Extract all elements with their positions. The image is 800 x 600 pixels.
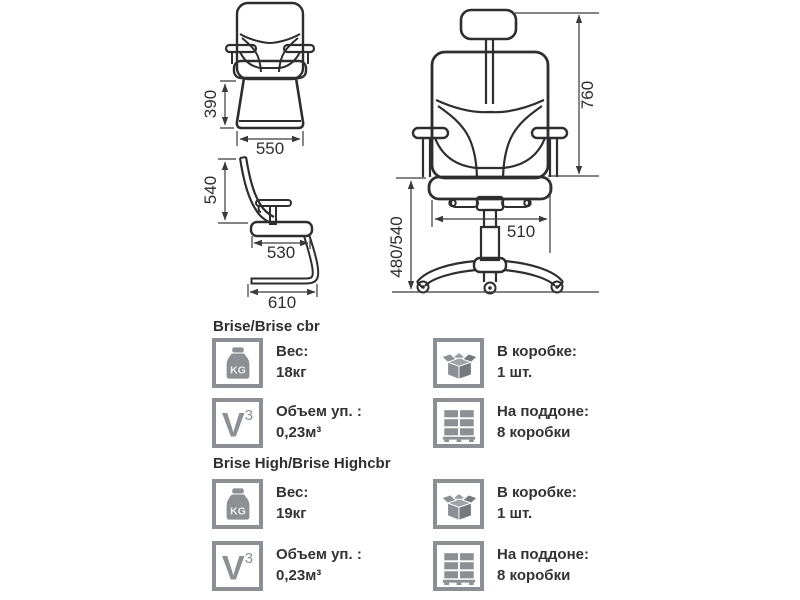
volume-icon	[212, 541, 263, 591]
dim-seat-width: 510	[506, 222, 536, 241]
box-icon	[433, 338, 484, 388]
dim-side-base-depth: 610	[267, 293, 297, 312]
dim-side-height: 540	[201, 175, 220, 205]
spec-value: 18кг	[276, 364, 307, 381]
dim-side-seat-depth: 530	[266, 243, 296, 262]
spec-pallet	[433, 398, 589, 448]
spec-label: В коробке:	[497, 484, 577, 501]
chair-dimension-drawings	[180, 0, 610, 315]
dim-front-width: 550	[255, 139, 285, 158]
spec-value: 1 шт.	[497, 505, 533, 522]
spec-value: 0,23м³	[276, 567, 322, 584]
spec-pallet	[433, 541, 589, 591]
spec-label: Объем уп. :	[276, 546, 362, 563]
pallet-icon	[433, 398, 484, 448]
spec-box	[433, 338, 577, 388]
spec-volume	[212, 398, 362, 448]
large-front-view-drawing	[413, 10, 567, 294]
spec-weight	[212, 479, 308, 529]
spec-label: На поддоне:	[497, 546, 589, 563]
section-title-brise-high: Brise High/Brise Highcbr	[213, 455, 391, 472]
spec-label: На поддоне:	[497, 403, 589, 420]
spec-value: 8 коробки	[497, 567, 571, 584]
weight-icon	[212, 479, 263, 529]
spec-weight	[212, 338, 308, 388]
box-icon	[433, 479, 484, 529]
spec-value: 1 шт.	[497, 364, 533, 381]
spec-value: 19кг	[276, 505, 307, 522]
dim-total-height: 760	[578, 80, 597, 110]
spec-value: 8 коробки	[497, 424, 571, 441]
dim-seat-height: 480/540	[387, 216, 406, 278]
dim-front-height: 390	[201, 89, 220, 119]
spec-label: Объем уп. :	[276, 403, 362, 420]
spec-label: В коробке:	[497, 343, 577, 360]
weight-icon	[212, 338, 263, 388]
spec-box	[433, 479, 577, 529]
section-title-brise: Brise/Brise cbr	[213, 318, 320, 335]
front-view-dimensions	[201, 81, 303, 158]
side-view-drawing	[240, 157, 318, 284]
spec-label: Вес:	[276, 343, 309, 360]
spec-value: 0,23м³	[276, 424, 322, 441]
spec-volume	[212, 541, 362, 591]
pallet-icon	[433, 541, 484, 591]
front-view-drawing	[226, 3, 314, 128]
volume-icon	[212, 398, 263, 448]
spec-label: Вес:	[276, 484, 309, 501]
